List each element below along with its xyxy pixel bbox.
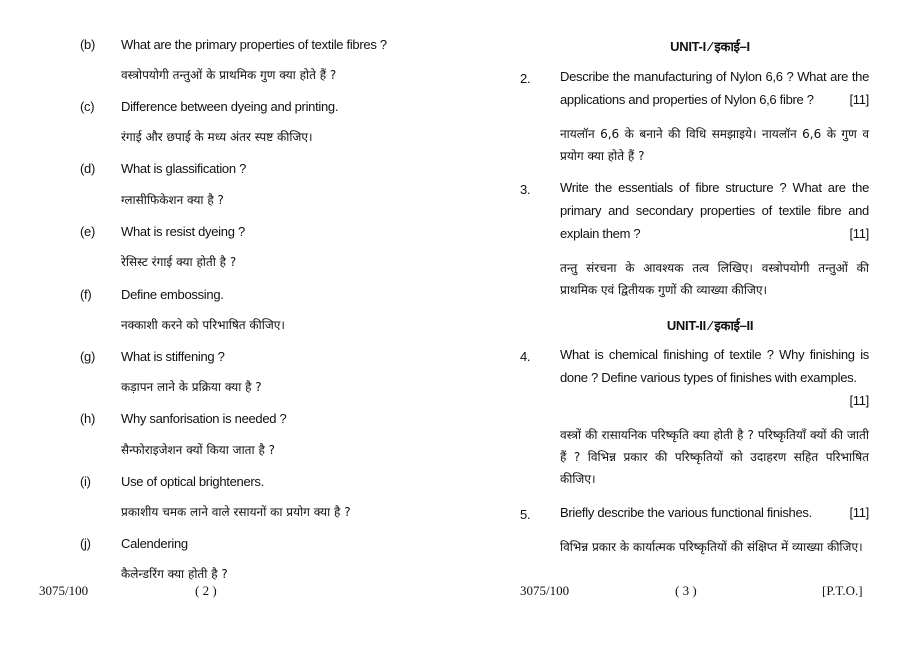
item-label: (c) — [80, 99, 95, 114]
item-question-en: Use of optical brighteners. — [121, 474, 264, 489]
item-question-en: What is glassification ? — [121, 161, 247, 176]
unit-heading-2: UNIT-II ⁄ इकाई–II — [666, 318, 754, 333]
question-number: 3. — [520, 182, 531, 197]
item-question-en: Define embossing. — [121, 287, 224, 302]
item-question-en: Difference between dyeing and printing. — [121, 99, 339, 114]
footer-page-number: ( 3 ) — [675, 583, 697, 598]
item-question-hi: ग्लासीफिकेशन क्या है ? — [121, 193, 224, 207]
question-en: Describe the manufacturing of Nylon 6,6 ? What are the applications and properties of Nylon 6,6 fibre ? — [560, 69, 869, 107]
item-question-en: What are the primary properties of textile fibres ? — [121, 37, 387, 52]
item-question-hi: वस्त्रोपयोगी तन्तुओं के प्राथमिक गुण क्या होते हैं ? — [121, 68, 337, 82]
question-number: 4. — [520, 349, 531, 364]
question-marks: [11] — [849, 393, 869, 408]
item-label: (i) — [80, 474, 91, 489]
item-label: (g) — [80, 349, 95, 364]
item-label: (j) — [80, 536, 91, 551]
item-question-en: What is resist dyeing ? — [121, 224, 245, 239]
item-question-en: Why sanforisation is needed ? — [121, 411, 287, 426]
question-number: 5. — [520, 507, 531, 522]
item-question-hi: रंगाई और छपाई के मध्य अंतर स्पष्ट कीजिए। — [121, 130, 313, 144]
item-label: (d) — [80, 161, 95, 176]
question-text-hi: तन्तु संरचना के आवश्यक तत्व लिखिए। वस्त्रोपयोगी तन्तुओं की प्राथमिक एवं द्वितीयक गुणों की व्याख्या कीजिए। — [560, 261, 869, 297]
question-text-en — [560, 343, 869, 412]
item-label: (h) — [80, 411, 95, 426]
item-label: (b) — [80, 37, 95, 52]
footer-page-number: ( 2 ) — [195, 583, 217, 598]
unit-heading-1: UNIT-I ⁄ इकाई–I — [670, 39, 750, 54]
left-page — [0, 0, 453, 648]
question-marks: [11] — [849, 505, 869, 520]
question-en: What is chemical finishing of textile ? Why finishing is done ? Define various types of finishes with examples. — [560, 347, 869, 385]
question-text-en — [560, 65, 869, 111]
question-number: 2. — [520, 71, 531, 86]
item-question-hi: प्रकाशीय चमक लाने वाले रसायनों का प्रयोग क्या है ? — [121, 505, 351, 519]
item-question-hi: सैन्फोराइजेशन क्यों किया जाता है ? — [121, 443, 275, 457]
question-marks: [11] — [849, 92, 869, 107]
question-en: Briefly describe the various functional finishes. — [560, 505, 812, 520]
question-marks: [11] — [849, 226, 869, 241]
question-text-hi: नायलॉन 6,6 के बनाने की विधि समझाइये। नायलॉन 6,6 के गुण व प्रयोग क्या होते हैं ? — [560, 127, 869, 163]
item-label: (e) — [80, 224, 95, 239]
item-question-hi: कड़ापन लाने के प्रक्रिया क्या है ? — [121, 380, 262, 394]
footer-paper-code: 3075/100 — [520, 583, 570, 598]
item-question-hi: कैलेन्डरिंग क्या होती है ? — [121, 567, 228, 581]
footer-paper-code: 3075/100 — [39, 583, 89, 598]
item-question-en: Calendering — [121, 536, 188, 551]
item-question-hi: रेसिस्ट रंगाई क्या होती है ? — [121, 255, 237, 269]
item-question-en: What is stiffening ? — [121, 349, 225, 364]
right-page — [453, 0, 907, 648]
question-text-hi: वस्त्रों की रासायनिक परिष्कृति क्या होती है ? परिष्कृतियाँ क्यों की जाती हैं ? विभिन्न प्रकार की परिष्कृतियों को उदाहरण सहित परिभाषित कीजिए। — [560, 428, 869, 486]
question-text-hi: विभिन्न प्रकार के कार्यात्मक परिष्कृतियों की संक्षिप्त में व्याख्या कीजिए। — [560, 540, 863, 554]
question-text-en — [560, 176, 869, 245]
question-en: Write the essentials of fibre structure ? What are the primary and secondary properties of textile fibre and explain them ? — [560, 180, 869, 241]
question-text-en — [560, 501, 869, 524]
item-question-hi: नक्काशी करने को परिभाषित कीजिए। — [121, 318, 285, 332]
footer-pto: [P.T.O.] — [822, 583, 863, 598]
item-label: (f) — [80, 287, 92, 302]
